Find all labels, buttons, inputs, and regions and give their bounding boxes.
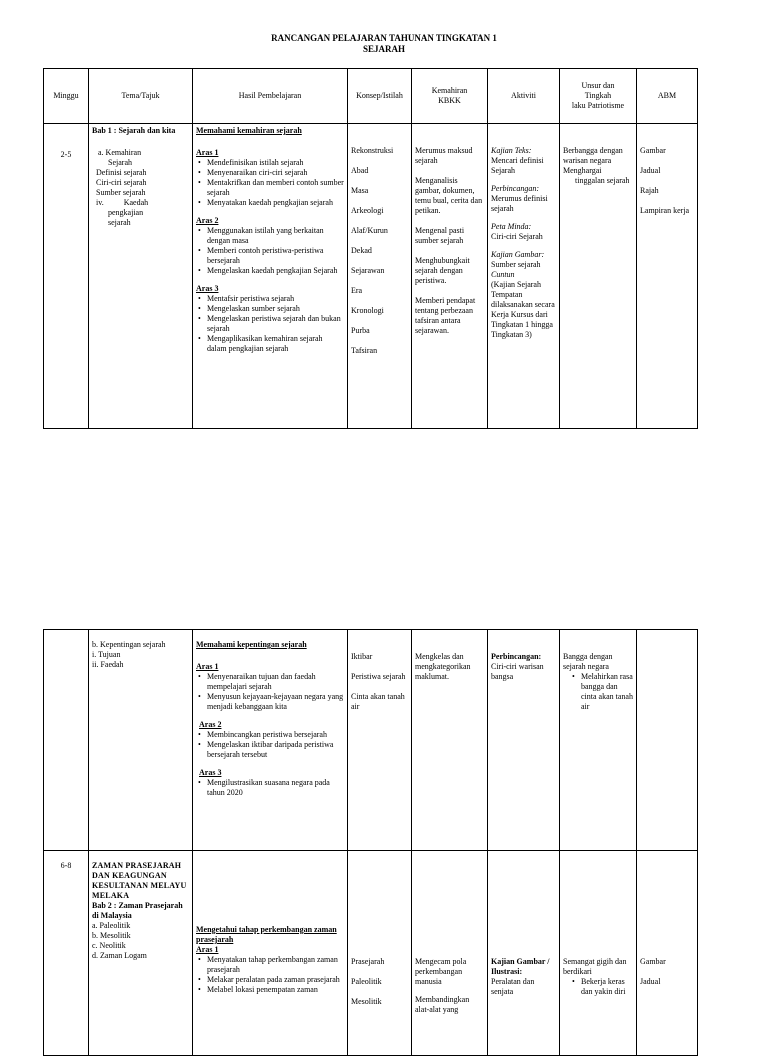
outcome-item: • Mengelaskan peristiwa sejarah dan bukan sejarah [207,314,344,334]
cell-abm [637,851,698,1056]
header-unsur-line3: laku Patriotisme [571,101,625,110]
header-unsur-line1: Unsur dan [581,81,615,90]
outcome-item: • Menyatakan kaedah pengkajian sejarah [207,198,344,208]
cell-konsep [348,124,412,429]
aktiviti-label: Peta Minda: [491,222,532,231]
kemahiran-text: Mengkelas dan mengkategorikan maklumat. [415,652,471,681]
tema-heading: ZAMAN PRASEJARAH DAN KEAGUNGAN KESULTANAN MELAYU MELAKA [92,861,187,900]
cell-tema [89,851,193,1056]
cell-kemahiran [412,851,488,1056]
table-row [44,630,698,851]
abm-item: Jadual [640,166,661,175]
aktiviti-text: (Kajian Sejarah Tempatan dilaksanakan secara Kerja Kursus dari Tingkatan 1 hingga Tingkatan 3) [491,280,555,339]
aras-2-label: Aras 2 [199,720,222,729]
outcome-item: • Menyatakan tahap perkembangan zaman prasejarah [207,955,344,975]
cell-tema [89,630,193,851]
konsep-item: Peristiwa sejarah [351,672,406,681]
kemahiran-text: Merumus maksud sejarah [415,146,473,165]
konsep-item: Era [351,286,363,295]
aktiviti-label: Cuntun [491,270,515,279]
unsur-list-item: • Melahirkan rasa bangga dan cinta akan tanah air [581,672,633,712]
cell-minggu [44,124,89,429]
outcome-item: • Membincangkan peristiwa bersejarah [207,730,344,740]
aktiviti-label: Kajian Gambar: [491,250,545,259]
tema-item: ii. Faedah [92,660,124,669]
header-kemahiran-line1: Kemahiran [431,86,468,95]
kemahiran-text: Menghubungkait sejarah dengan peristiwa. [415,256,470,285]
outcome-item: • Mendefinisikan istilah sejarah [207,158,344,168]
kemahiran-text: Memberi pendapat tentang perbezaan tafsiran antara sejarawan. [415,296,476,335]
unsur-list-item: • Bekerja keras dan yakin diri [581,977,633,997]
abm-item: Lampiran kerja [640,206,690,215]
konsep-item: Iktibar [351,652,373,661]
outcome-item: • Menyenaraikan tujuan dan faedah mempelajari sejarah [207,672,344,692]
aktiviti-label: Kajian Gambar / Ilustrasi: [491,957,550,976]
cell-aktiviti [488,630,560,851]
konsep-item: Rekonstruksi [351,146,394,155]
hasil-heading: Memahami kepentingan sejarah [196,640,307,649]
kemahiran-text: Mengenal pasti sumber sejarah [415,226,465,245]
cell-hasil [193,124,348,429]
header-aktiviti: Aktiviti [488,69,560,124]
table-row [44,851,698,1056]
konsep-item: Arkeologi [351,206,384,215]
konsep-item: Sejarawan [351,266,385,275]
outcome-item: • Mengaplikasikan kemahiran sejarah dalam pengkajian sejarah [207,334,344,354]
title-line-1: RANCANGAN PELAJARAN TAHUNAN TINGKATAN 1 [271,33,497,43]
abm-item: Gambar [640,957,666,966]
header-abm: ABM [637,69,698,124]
table-row [44,124,698,429]
header-kemahiran-line2: KBKK [438,96,461,105]
cell-unsur [560,851,637,1056]
aras-2-list [196,226,344,276]
header-konsep: Konsep/Istilah [348,69,412,124]
konsep-item: Cinta akan tanah air [351,692,405,711]
cell-kemahiran [412,124,488,429]
aras-1-list [196,672,344,712]
tema-item: b. Mesolitik [92,931,131,940]
unsur-text: Bangga dengan sejarah negara [563,652,613,671]
hasil-heading: Mengetahui tahap perkembangan zaman prasejarah [196,925,337,944]
aras-1-list [196,955,344,995]
tema-item: iv. Kaedah [96,198,149,207]
tema-item: i. Tujuan [92,650,121,659]
outcome-item: • Menyusun kejayaan-kejayaan negara yang menjadi kebanggaan kita [207,692,344,712]
minggu-value: 6-8 [60,861,72,870]
cell-abm [637,124,698,429]
outcome-item: • Menggunakan istilah yang berkaitan dengan masa [207,226,344,246]
cell-minggu [44,630,89,851]
konsep-item: Alaf/Kurun [351,226,388,235]
konsep-item: Masa [351,186,369,195]
konsep-item: Tafsiran [351,346,378,355]
abm-item: Gambar [640,146,666,155]
tema-bab: Bab 2 : Zaman Prasejarah di Malaysia [92,901,183,920]
header-unsur-line2: Tingkah [584,91,612,100]
outcome-item: • Melabel lokasi penempatan zaman [207,985,344,995]
aktiviti-text: Merumus definisi sejarah [491,194,548,213]
unsur-list [563,672,633,712]
minggu-value: 2-5 [60,150,72,159]
unsur-text: Semangat gigih dan berdikari [563,957,627,976]
outcome-item: • Mengelaskan sumber sejarah [207,304,344,314]
aktiviti-text: Ciri-ciri Sejarah [491,232,543,241]
cell-unsur [560,630,637,851]
aktiviti-text: Sumber sejarah [491,260,541,269]
abm-item: Jadual [640,977,661,986]
aras-3-label: Aras 3 [199,768,222,777]
plan-table-page-2 [43,629,698,1056]
aras-1-label: Aras 1 [196,148,219,157]
cell-kemahiran [412,630,488,851]
tema-item: Sejarah [108,158,132,167]
tema-item: a. Kemahiran [98,148,142,157]
kemahiran-text: Mengecam pola perkembangan manusia [415,957,467,986]
aktiviti-label: Perbincangan: [491,652,542,661]
cell-abm [637,630,698,851]
cell-konsep [348,851,412,1056]
tema-item: b. Kepentingan sejarah [92,640,166,649]
kemahiran-text: Membandingkan alat-alat yang [415,995,470,1014]
cell-tema [89,124,193,429]
aktiviti-text: Mencari definisi Sejarah [491,156,544,175]
aktiviti-label: Kajian Teks: [491,146,532,155]
konsep-item: Kronologi [351,306,384,315]
cell-aktiviti [488,851,560,1056]
aras-1-label: Aras 1 [196,662,219,671]
header-minggu: Minggu [44,69,89,124]
cell-hasil [193,851,348,1056]
title-line-2: SEJARAH [362,44,405,54]
konsep-item: Abad [351,166,369,175]
tema-item: Definisi sejarah [96,168,147,177]
outcome-item: • Mentakrifkan dan memberi contoh sumber sejarah [207,178,344,198]
outcome-item: • Menyenaraikan ciri-ciri sejarah [207,168,344,178]
tema-item: sejarah [108,218,131,227]
outcome-item: • Mengelaskan kaedah pengkajian Sejarah [207,266,344,276]
konsep-item: Mesolitik [351,997,382,1006]
header-unsur [560,69,637,124]
cell-minggu [44,851,89,1056]
abm-item: Rajah [640,186,659,195]
hasil-heading: Memahami kemahiran sejarah [196,126,302,135]
header-hasil: Hasil Pembelajaran [193,69,348,124]
header-kemahiran [412,69,488,124]
konsep-item: Dekad [351,246,372,255]
outcome-item: • Memberi contoh peristiwa-peristiwa bersejarah [207,246,344,266]
tema-item: d. Zaman Logam [92,951,147,960]
aras-3-label: Aras 3 [196,284,219,293]
plan-table-page-1 [43,68,698,429]
konsep-item: Prasejarah [351,957,385,966]
aras-2-list [196,730,344,760]
outcome-item: • Melakar peralatan pada zaman prasejarah [207,975,344,985]
outcome-item: • Mengelaskan iktibar daripada peristiwa bersejarah tersebut [207,740,344,760]
konsep-item: Purba [351,326,370,335]
outcome-item: • Mentafsir peristiwa sejarah [207,294,344,304]
tema-item: c. Neolitik [92,941,126,950]
aras-2-label: Aras 2 [196,216,219,225]
document-title [0,33,768,55]
aras-1-list [196,158,344,208]
cell-aktiviti [488,124,560,429]
header-tema: Tema/Tajuk [89,69,193,124]
cell-unsur [560,124,637,429]
unsur-text: Berbangga dengan warisan negara [563,146,623,165]
kemahiran-text: Menganalisis gambar, dokumen, temu bual, cerita dan petikan. [415,176,483,215]
unsur-text: Menghargai [563,166,602,175]
tema-item: pengkajian [108,208,144,217]
header-row [44,69,698,124]
unsur-text: tinggalan sejarah [575,176,630,185]
unsur-list [563,977,633,997]
aras-1-label: Aras 1 [196,945,219,954]
cell-hasil [193,630,348,851]
tema-item: Ciri-ciri sejarah [96,178,147,187]
tema-item: a. Paleolitik [92,921,131,930]
aktiviti-text: Peralatan dan senjata [491,977,535,996]
aras-3-list [196,778,344,798]
aras-3-list [196,294,344,354]
tema-item: Sumber sejarah [96,188,146,197]
konsep-item: Paleolitik [351,977,382,986]
tema-bab: Bab 1 : Sejarah dan kita [92,126,176,135]
aktiviti-label: Perbincangan: [491,184,539,193]
cell-konsep [348,630,412,851]
aktiviti-text: Ciri-ciri warisan bangsa [491,662,544,681]
outcome-item: • Mengilustrasikan suasana negara pada tahun 2020 [207,778,344,798]
